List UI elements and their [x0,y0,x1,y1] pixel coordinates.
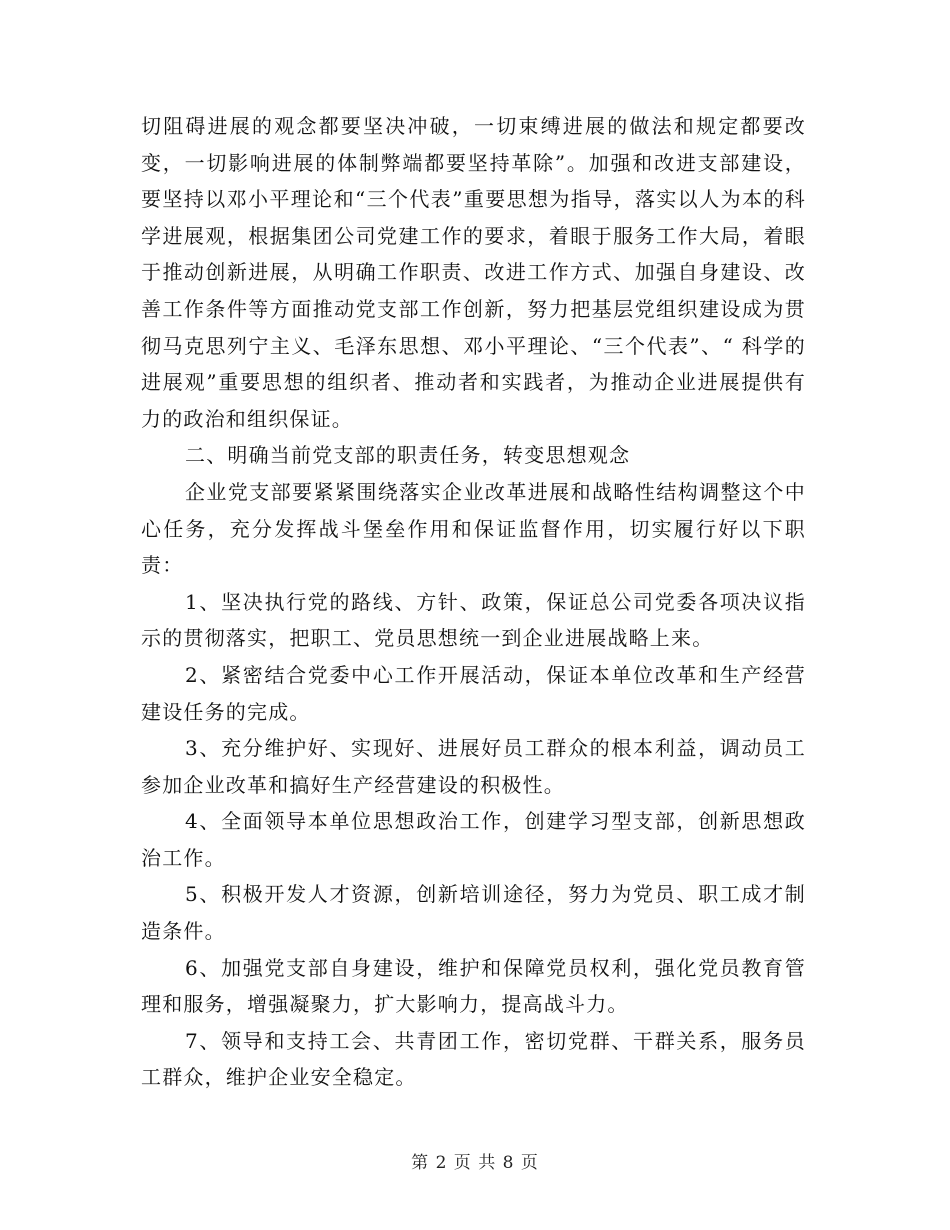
document-body [141,108,806,1096]
list-item: 2、紧密结合党委中心工作开展活动，保证本单位改革和生产经营建设任务的完成。 [141,662,806,724]
list-item: 5、积极开发人才资源，创新培训途径，努力为党员、职工成才制造条件。 [141,882,806,944]
list-item: 7、领导和支持工会、共青团工作，密切党群、干群关系，服务员工群众，维护企业安全稳定。 [141,1028,806,1090]
page-number-footer: 第 2 页 共 8 页 [411,1153,539,1173]
list-item: 1、坚决执行党的路线、方针、政策，保证总公司党委各项决议指示的贯彻落实，把职工、党员思想统一到企业进展战略上来。 [141,589,806,651]
list-item: 3、充分维护好、实现好、进展好员工群众的根本利益，调动员工参加企业改革和搞好生产经营建设的积极性。 [141,736,806,797]
list-item: 6、加强党支部自身建设，维护和保障党员权利，强化党员教育管理和服务，增强凝聚力，扩大影响力，提高战斗力。 [141,955,806,1017]
section-heading: 二、明确当前党支部的职责任务，转变思想观念 [185,443,631,468]
paragraph-continuation: 切阻碍进展的观念都要坚决冲破，一切束缚进展的做法和规定都要改变，一切影响进展的体制弊端都要坚持革除”。加强和改进支部建设，要坚持以邓小平理论和“三个代表”重要思想为指导，落实以人为本的科学进展观，根据集团公司党建工作的要求，着眼于服务工作大局，着眼于推动创新进展，从明确工作职责、改进工作方式、加强自身建设、改善工作条件等方面推动党支部工作创新，努力把基层党组织建设成为贯彻马克思列宁主义、毛泽东思想、邓小平理论、“三个代表”、“ 科学的进展观”重要思想的组织者、推动者和实践者，为推动企业进展提供有力的政治和组织保证。 [141,114,806,431]
paragraph-intro: 企业党支部要紧紧围绕落实企业改革进展和战略性结构调整这个中心任务，充分发挥战斗堡垒作用和保证监督作用，切实履行好以下职责： [141,479,806,578]
list-item: 4、全面领导本单位思想政治工作，创建学习型支部，创新思想政治工作。 [141,809,806,870]
